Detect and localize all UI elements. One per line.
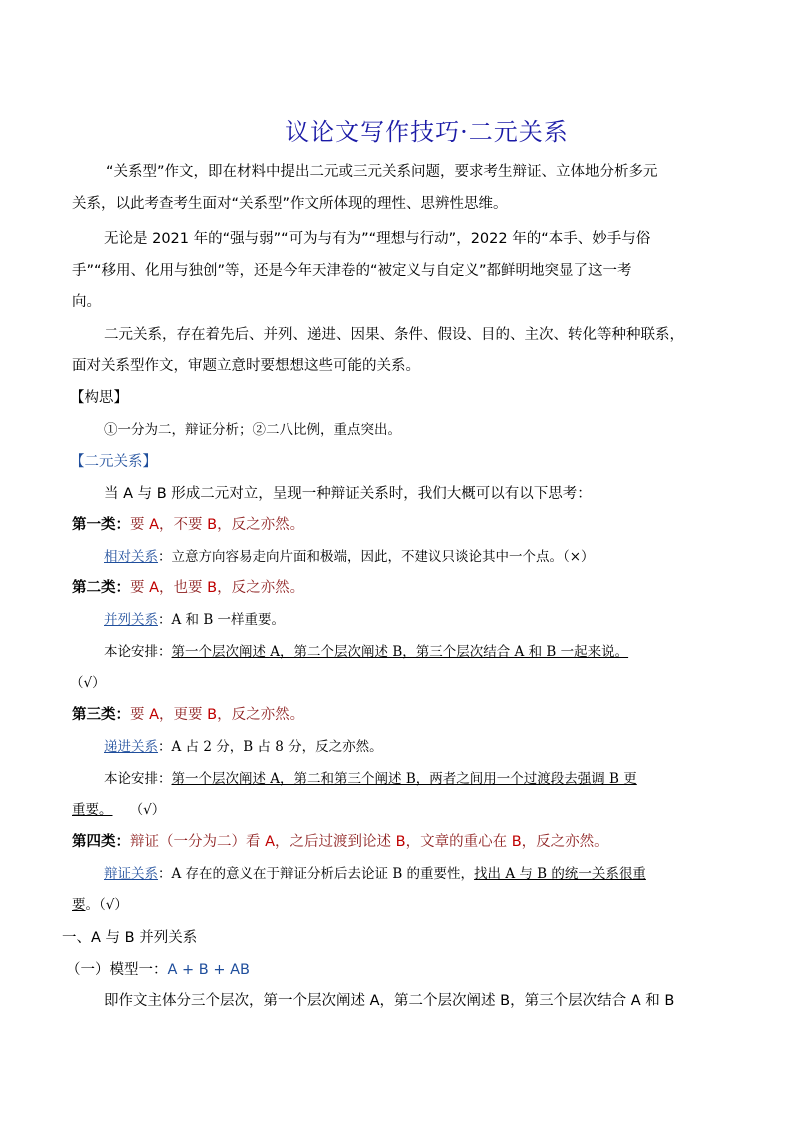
cat1-a: A: [149, 517, 160, 533]
section-1-body: 即作文主体分三个层次，第一个层次阐述 A，第二个层次阐述 B，第三个层次结合 A 和 B: [104, 993, 675, 1009]
category-3-label: 第三类：: [72, 707, 130, 723]
category-3-arrangement-cont: [72, 800, 726, 820]
cat4-desc-text: ：A 存在的意义在于辩证分析后去论证 B 的重要性，: [158, 866, 475, 882]
cat4-b2: B: [511, 834, 522, 850]
cat2-arr-text: 第一个层次阐述 A，第二个层次阐述 B，第三个层次结合 A 和 B 一起来说。: [171, 644, 629, 660]
section-1-heading: 一、A 与 B 并列关系: [62, 930, 198, 946]
category-2-check: （√）: [70, 675, 106, 691]
cat3-arr-text-b: 重要。: [72, 802, 113, 818]
intro-line-2c: 向。: [72, 294, 101, 310]
cat2-b: B: [207, 580, 218, 596]
category-3-arrangement: [104, 769, 758, 789]
eryuan-lead: 当 A 与 B 形成二元对立，呈现一种辩证关系时，我们大概可以有以下思考：: [104, 486, 592, 502]
cat2-verb-3: ，反之亦然。: [217, 580, 305, 596]
cat1-b: B: [207, 517, 218, 533]
category-2-label: 第二类：: [72, 580, 130, 596]
cat1-verb-3: ，反之亦然。: [217, 517, 305, 533]
category-3-line: [72, 705, 726, 725]
cat4-desc-underlined-2: 要: [72, 897, 86, 913]
category-4-desc: [104, 864, 758, 884]
cat2-desc-text: ：A 和 B 一样重要。: [158, 612, 286, 628]
cat3-desc-text: ：A 占 2 分，B 占 8 分，反之亦然。: [158, 739, 383, 755]
category-4-label: 第四类：: [72, 834, 130, 850]
intro-line-3a: 二元关系，存在着先后、并列、递进、因果、条件、假设、目的、主次、转化等种种联系，: [104, 327, 684, 343]
relation-dialectical: 辩证关系: [104, 866, 158, 882]
category-1-line: [72, 515, 726, 535]
cat3-arr-text-a: 第一个层次阐述 A，第二和第三个阐述 B，两者之间用一个过渡段去强调 B 更: [171, 771, 637, 787]
cat3-arr-label: 本论安排：: [104, 771, 172, 787]
intro-line-1a: “关系型”作文，即在材料中提出二元或三元关系问题，要求考生辩证、立体地分析多元: [106, 164, 658, 180]
cat4-verb-3: ，文章的重心在: [405, 834, 512, 850]
cat4-b: B: [395, 834, 406, 850]
intro-line-2b: 手”“移用、化用与独创”等，还是今年天津卷的“被定义与自定义”都鲜明地突显了这一考: [72, 263, 632, 279]
cat1-verb-2: ，不要: [159, 517, 208, 533]
model-label: （一）模型一：: [66, 962, 168, 978]
category-1-desc: [104, 547, 758, 567]
goujie-text: ①一分为二，辩证分析；②二八比例，重点突出。: [104, 422, 401, 438]
goujie-heading: 【构思】: [70, 390, 128, 406]
category-1-label: 第一类：: [72, 517, 130, 533]
relation-progressive: 递进关系: [104, 739, 158, 755]
cat3-verb-1: 要: [130, 707, 150, 723]
cat4-desc-end: 。（√）: [85, 897, 128, 913]
intro-line-1b: 关系，以此考查考生面对“关系型”作文所体现的理性、思辨性思维。: [72, 196, 508, 212]
cat3-check: （√）: [129, 802, 166, 818]
model-formula: A + B + AB: [167, 962, 250, 978]
eryuan-heading: 【二元关系】: [70, 454, 157, 470]
cat2-verb-2: ，也要: [159, 580, 208, 596]
category-2-arrangement: [104, 642, 758, 662]
category-2-desc: [104, 610, 758, 630]
cat4-desc-underlined: 找出 A 与 B 的统一关系很重: [474, 866, 646, 882]
cat4-verb-2: ，之后过渡到论述: [275, 834, 396, 850]
cat4-verb-4: ，反之亦然。: [521, 834, 609, 850]
category-4-desc-cont: [72, 895, 726, 915]
relation-relative: 相对关系: [104, 549, 158, 565]
cat2-verb-1: 要: [130, 580, 150, 596]
cat4-a: A: [265, 834, 276, 850]
category-2-line: [72, 578, 726, 598]
cat3-verb-3: ，反之亦然。: [217, 707, 305, 723]
cat2-arr-label: 本论安排：: [104, 644, 172, 660]
cat1-desc-text: ：立意方向容易走向片面和极端，因此，不建议只谈论其中一个点。（×）: [158, 549, 595, 565]
cat3-a: A: [149, 707, 160, 723]
cat1-verb-1: 要: [130, 517, 150, 533]
section-1-model: [66, 960, 720, 980]
relation-parallel: 并列关系: [104, 612, 158, 628]
page-title: 议论文写作技巧·二元关系: [285, 118, 569, 146]
intro-line-2a: 无论是 2021 年的“强与弱”“可为与有为”“理想与行动”，2022 年的“本手、妙手与俗: [104, 231, 651, 247]
category-3-desc: [104, 737, 758, 757]
intro-line-3b: 面对关系型作文，审题立意时要想想这些可能的关系。: [72, 358, 420, 374]
cat3-verb-2: ，更要: [159, 707, 208, 723]
cat4-verb-1: 辩证（一分为二）看: [130, 834, 266, 850]
cat2-a: A: [149, 580, 160, 596]
category-4-line: [72, 832, 726, 852]
cat3-b: B: [207, 707, 218, 723]
